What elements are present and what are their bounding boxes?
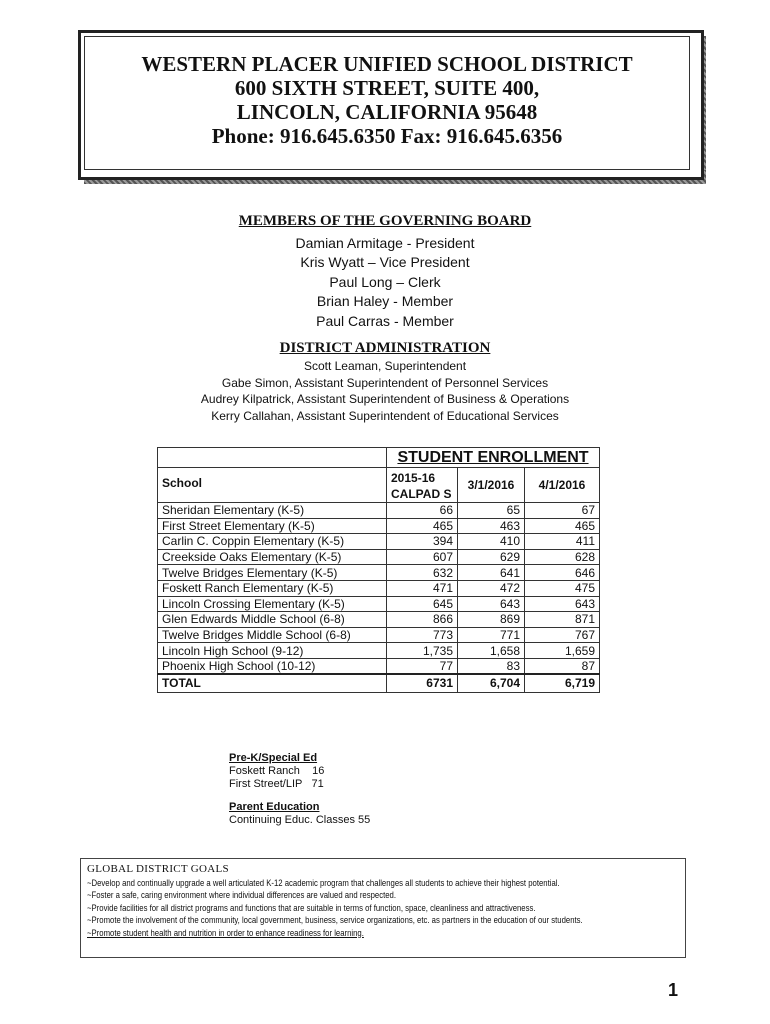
prek-title: Pre-K/Special Ed — [229, 752, 318, 764]
total-label: TOTAL — [158, 674, 387, 692]
table-row — [158, 565, 600, 581]
column-header-apr: 4/1/2016 — [525, 468, 600, 503]
apr-enrollment-cell: 646 — [525, 565, 600, 581]
address-line-1: 600 SIXTH STREET, SUITE 400, — [234, 76, 540, 100]
header-blank-cell — [158, 448, 387, 468]
school-name-cell: Glen Edwards Middle School (6-8) — [158, 612, 387, 628]
column-header-calpads: 2015-16 CALPAD S — [387, 468, 458, 503]
school-name-cell: Creekside Oaks Elementary (K-5) — [158, 549, 387, 565]
table-row — [158, 518, 600, 534]
mar-enrollment-cell: 629 — [458, 549, 525, 565]
calpads-cell: 632 — [387, 565, 458, 581]
mar-enrollment-cell: 472 — [458, 580, 525, 596]
parent-education-title: Parent Education — [229, 801, 320, 813]
total-apr: 6,719 — [525, 674, 600, 692]
apr-enrollment-cell: 767 — [525, 627, 600, 643]
table-row — [158, 549, 600, 565]
school-name-cell: Foskett Ranch Elementary (K-5) — [158, 580, 387, 596]
table-row — [158, 658, 600, 674]
apr-enrollment-cell: 475 — [525, 580, 600, 596]
school-name-cell: Twelve Bridges Elementary (K-5) — [158, 565, 387, 581]
calpads-cell: 394 — [387, 534, 458, 550]
board-member: Paul Long – Clerk — [329, 273, 441, 290]
board-title: MEMBERS OF THE GOVERNING BOARD — [238, 213, 532, 229]
admin-member: Audrey Kilpatrick, Assistant Superintendent of Business & Operations — [200, 392, 570, 406]
apr-enrollment-cell: 87 — [525, 658, 600, 674]
prek-block — [229, 752, 370, 827]
prek-item — [229, 778, 370, 791]
apr-enrollment-cell: 411 — [525, 534, 600, 550]
mar-enrollment-cell: 1,658 — [458, 643, 525, 659]
school-name-cell: Phoenix High School (10-12) — [158, 658, 387, 674]
parent-education-line: Continuing Educ. Classes 55 — [229, 814, 371, 826]
column-header-row — [158, 468, 600, 503]
table-row — [158, 534, 600, 550]
calpads-cell: 465 — [387, 518, 458, 534]
table-row — [158, 596, 600, 612]
goal-line: ~Promote student health and nutrition in order to enhance readiness for learning. — [87, 927, 364, 938]
mar-enrollment-cell: 641 — [458, 565, 525, 581]
header-text — [84, 52, 690, 148]
page-number: 1 — [668, 980, 679, 1000]
board-member: Kris Wyatt – Vice President — [300, 254, 470, 271]
school-name-cell: Sheridan Elementary (K-5) — [158, 503, 387, 519]
prek-item-name: Foskett Ranch — [229, 765, 300, 777]
board-member: Damian Armitage - President — [295, 235, 475, 251]
admin-member: Scott Leaman, Superintendent — [303, 359, 467, 373]
admin-member: Kerry Callahan, Assistant Superintendent of Educational Services — [211, 408, 559, 423]
goal-line: ~Promote the involvement of the community, local government, business, service organizations, etc. as partners in the education of our students. — [87, 915, 583, 926]
goals-title: GLOBAL DISTRICT GOALS — [87, 863, 229, 875]
school-name-cell: Twelve Bridges Middle School (6-8) — [158, 627, 387, 643]
calpads-cell: 66 — [387, 503, 458, 519]
admin-members — [0, 358, 770, 424]
calpads-cell: 77 — [387, 658, 458, 674]
enrollment-title-row — [158, 448, 600, 468]
goal-line: ~Foster a safe, caring environment where individual differences are valued and respected. — [87, 890, 396, 901]
district-name: WESTERN PLACER UNIFIED SCHOOL DISTRICT — [141, 52, 633, 76]
mar-enrollment-cell: 869 — [458, 612, 525, 628]
school-name-cell: Lincoln High School (9-12) — [158, 643, 387, 659]
enrollment-title: STUDENT ENROLLMENT — [387, 448, 600, 468]
apr-enrollment-cell: 871 — [525, 612, 600, 628]
board-member: Brian Haley - Member — [316, 293, 454, 310]
phone-fax: Phone: 916.645.6350 Fax: 916.645.6356 — [211, 124, 563, 148]
calpads-cell: 607 — [387, 549, 458, 565]
mar-enrollment-cell: 65 — [458, 503, 525, 519]
calpads-cell: 1,735 — [387, 643, 458, 659]
apr-enrollment-cell: 628 — [525, 549, 600, 565]
table-row — [158, 612, 600, 628]
board-member: Paul Carras - Member — [316, 312, 454, 329]
table-row — [158, 643, 600, 659]
enrollment-table — [157, 447, 600, 693]
mar-enrollment-cell: 410 — [458, 534, 525, 550]
column-header-school: School — [158, 468, 387, 503]
calpads-cell: 471 — [387, 580, 458, 596]
mar-enrollment-cell: 83 — [458, 658, 525, 674]
apr-enrollment-cell: 643 — [525, 596, 600, 612]
mar-enrollment-cell: 643 — [458, 596, 525, 612]
address-line-2: LINCOLN, CALIFORNIA 95648 — [236, 100, 538, 124]
column-header-mar: 3/1/2016 — [458, 468, 525, 503]
board-members — [0, 234, 770, 331]
goal-line: ~Provide facilities for all district programs and functions that are suitable in terms of function, space, cleanliness and attractiveness. — [87, 902, 536, 913]
calpads-cell: 773 — [387, 627, 458, 643]
table-row — [158, 580, 600, 596]
admin-member: Gabe Simon, Assistant Superintendent of Personnel Services — [221, 375, 549, 390]
calpads-cell: 645 — [387, 596, 458, 612]
school-name-cell: First Street Elementary (K-5) — [158, 518, 387, 534]
total-row — [158, 674, 600, 692]
table-row — [158, 503, 600, 519]
school-name-cell: Lincoln Crossing Elementary (K-5) — [158, 596, 387, 612]
global-goals-box — [80, 858, 686, 958]
mar-enrollment-cell: 463 — [458, 518, 525, 534]
mar-enrollment-cell: 771 — [458, 627, 525, 643]
table-row — [158, 627, 600, 643]
apr-enrollment-cell: 465 — [525, 518, 600, 534]
prek-item — [229, 765, 370, 778]
apr-enrollment-cell: 67 — [525, 503, 600, 519]
school-name-cell: Carlin C. Coppin Elementary (K-5) — [158, 534, 387, 550]
prek-item-value: 71 — [311, 778, 324, 790]
apr-enrollment-cell: 1,659 — [525, 643, 600, 659]
total-calpads: 6731 — [387, 674, 458, 692]
prek-item-value: 16 — [312, 765, 325, 777]
calpads-cell: 866 — [387, 612, 458, 628]
goal-line: ~Develop and continually upgrade a well articulated K-12 academic program that challenges all students to achieve their highest potential. — [87, 878, 560, 888]
admin-title: DISTRICT ADMINISTRATION — [279, 340, 491, 356]
prek-item-name: First Street/LIP — [229, 778, 303, 790]
total-mar: 6,704 — [458, 674, 525, 692]
